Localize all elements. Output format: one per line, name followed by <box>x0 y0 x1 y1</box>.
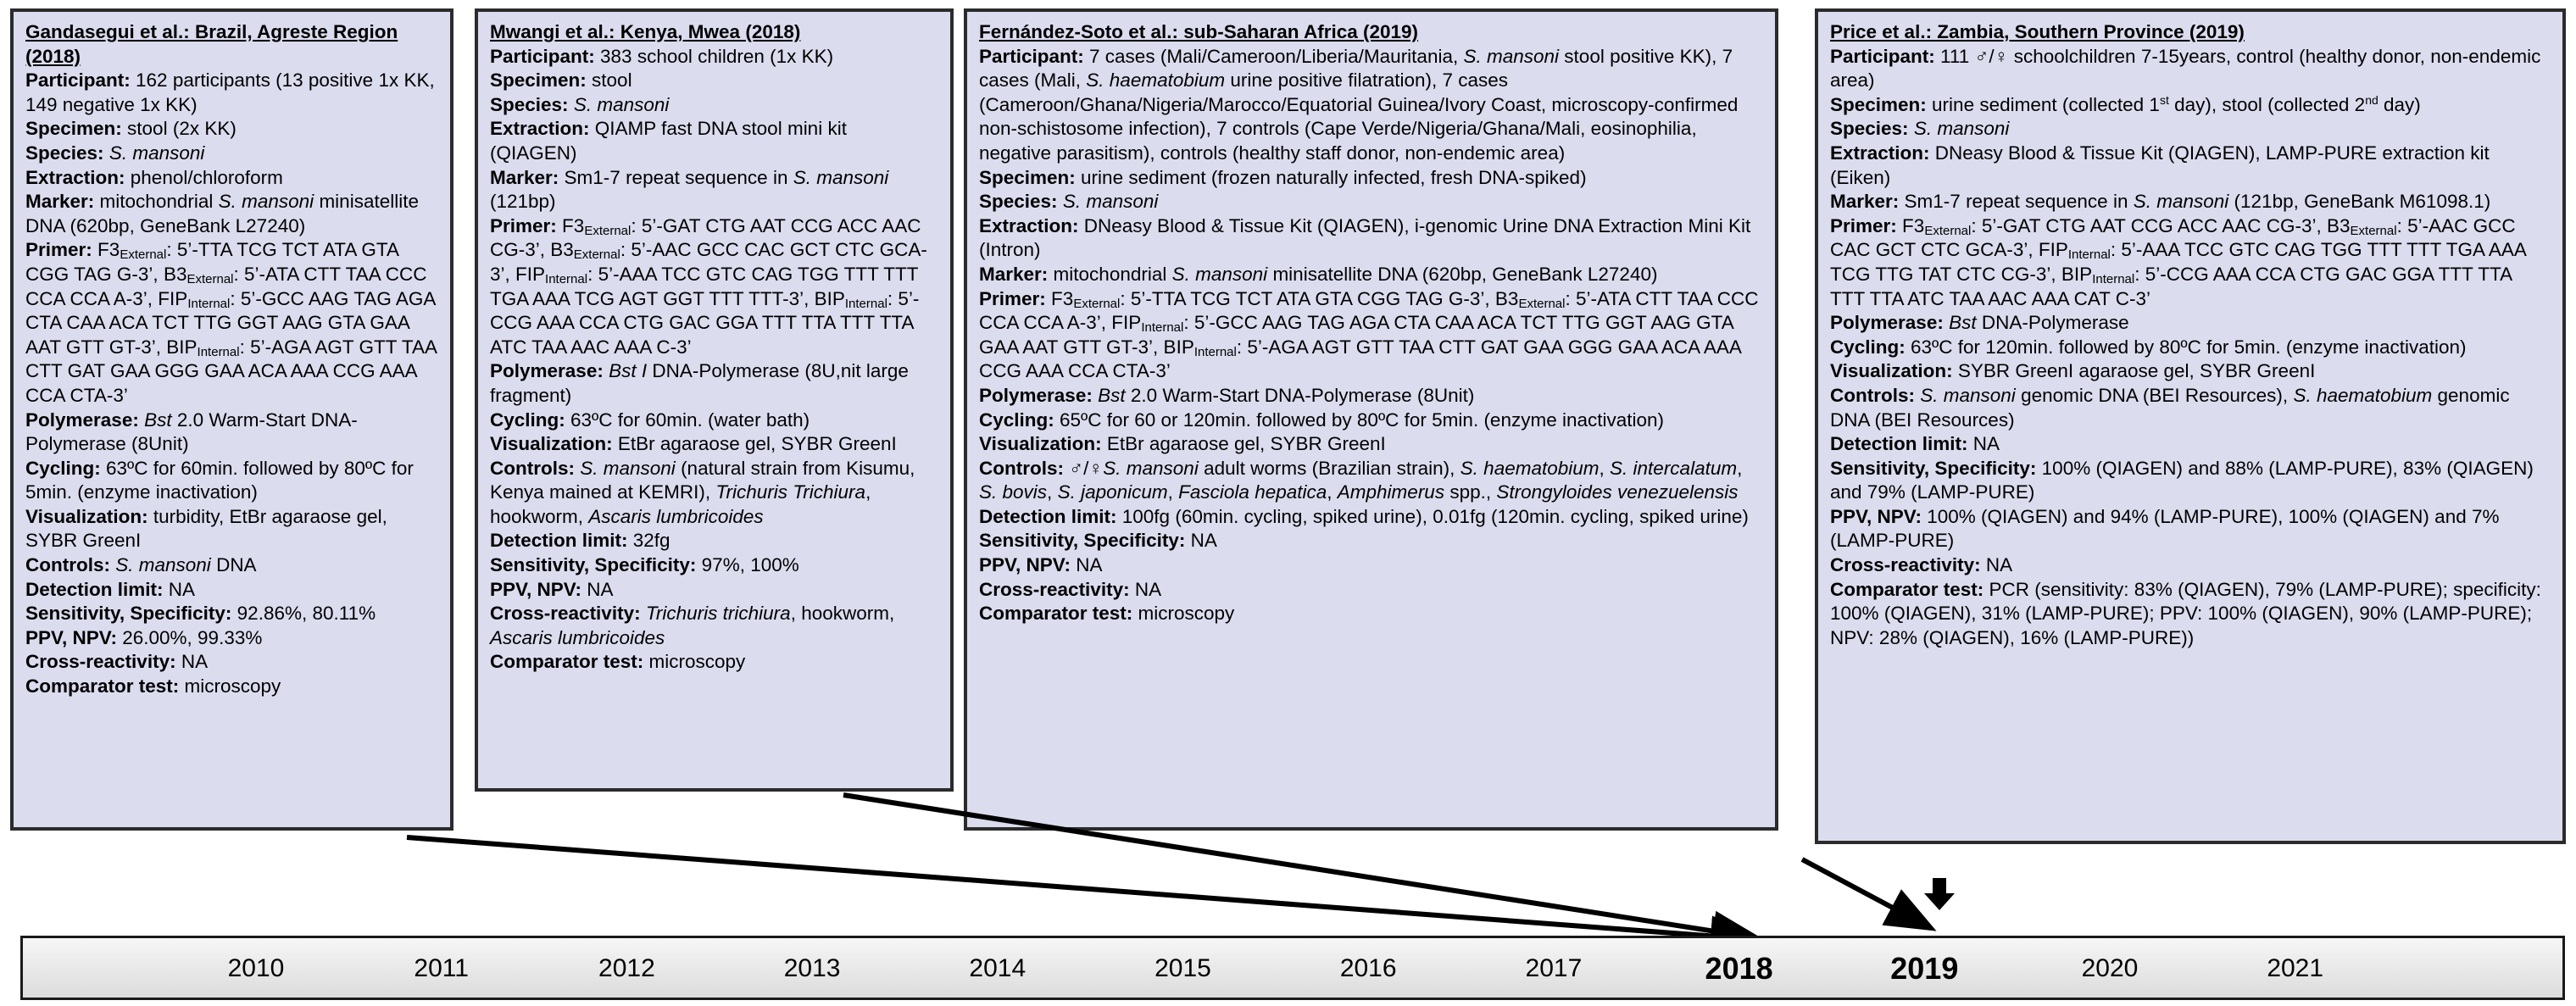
field-value: S. mansoni <box>573 93 670 115</box>
field-value: mitochondrial <box>1053 263 1172 285</box>
timeline-year-2019: 2019 <box>1890 951 1959 986</box>
study-title: Price et al.: Zambia, Southern Province (2019) <box>1830 21 2245 42</box>
field-value: minisatellite DNA (620bp, GeneBank L27240) <box>25 191 419 236</box>
field-value: 100% (QIAGEN) and 88% (LAMP-PURE), 83% (QIAGEN) and 79% (LAMP-PURE) <box>1830 457 2534 503</box>
field-label: Visualization: <box>490 433 618 455</box>
field-label: Extraction: <box>1830 142 1935 164</box>
field-value: 162 participants (13 positive 1x KK, 149 negative 1x KK) <box>25 69 435 115</box>
field-label: Detection limit: <box>979 505 1122 527</box>
field-label: Polymerase: <box>25 409 145 431</box>
field-value: S. mansoni <box>2133 191 2229 213</box>
field-label: Comparator test: <box>25 675 185 698</box>
field-label: Controls: <box>979 457 1070 479</box>
field-value: PCR (sensitivity: 83% (QIAGEN), 79% (LAMP-PURE); specificity: 100% (QIAGEN), 31% (LAMP-PURE); PPV: 100% (QIAGEN), 90% (LAMP-PURE); NPV: 28% (QIAGEN), 16% (LAMP-PURE)) <box>1830 578 2541 648</box>
field-label: Detection limit: <box>1830 433 1973 455</box>
field-value: S. bovis <box>979 481 1048 503</box>
field-label: Specimen: <box>979 166 1082 188</box>
timeline-year-2020: 2020 <box>2081 954 2139 982</box>
field-label: Detection limit: <box>25 578 169 600</box>
field-label: Marker: <box>1830 191 1905 213</box>
field-value: 26.00%, 99.33% <box>122 626 263 648</box>
field-label: Species: <box>25 142 109 164</box>
arrow-price-to-2019 <box>1924 878 1955 910</box>
field-value: Trichuris trichiura <box>645 603 791 625</box>
field-label: Comparator test: <box>1830 578 1989 600</box>
field-label: Participant: <box>25 69 136 92</box>
field-label: Visualization: <box>25 505 153 527</box>
field-value: Internal <box>1141 320 1184 336</box>
field-value: S. mansoni <box>580 457 676 479</box>
field-value: S. mansoni <box>218 191 314 213</box>
study-title: Fernández-Soto et al.: sub-Saharan Africa (2019) <box>979 21 1419 42</box>
field-value: stool (2x KK) <box>127 118 236 140</box>
timeline-year-2017: 2017 <box>1525 954 1583 982</box>
field-value: (121bp, GeneBank M61098.1) <box>2228 191 2491 213</box>
field-value: External <box>1073 296 1121 311</box>
field-value: External <box>1518 296 1566 311</box>
field-value: 63ºC for 60min. (water bath) <box>570 409 810 431</box>
field-label: Cycling: <box>979 409 1060 431</box>
field-value: , <box>1327 481 1338 503</box>
field-value: EtBr agaraose gel, SYBR GreenI <box>1106 433 1386 455</box>
field-label: Sensitivity, Specificity: <box>1830 457 2042 479</box>
field-value: minisatellite DNA (620bp, GeneBank L27240) <box>1267 263 1658 285</box>
field-value: S. intercalatum <box>1610 457 1738 479</box>
field-value: 92.86%, 80.11% <box>236 603 376 625</box>
field-label: Marker: <box>25 191 100 213</box>
field-value: nd <box>2365 92 2378 107</box>
field-label: Extraction: <box>490 118 595 140</box>
field-label: Comparator test: <box>979 603 1138 625</box>
field-value: microscopy <box>184 675 281 698</box>
field-value: EtBr agaraose gel, SYBR GreenI <box>617 433 897 455</box>
field-label: Marker: <box>979 263 1054 285</box>
field-value: : 5’-TTA TCG TCT ATA GTA CGG TAG G-3’, B3 <box>25 239 398 285</box>
field-value: F3 <box>97 239 120 261</box>
field-value: S. mansoni <box>108 142 205 164</box>
field-value: S. mansoni <box>115 554 211 576</box>
field-value: Trichuris Trichiura <box>715 481 866 503</box>
field-label: Species: <box>1830 118 1914 140</box>
field-value: Internal <box>844 296 887 311</box>
field-label: Specimen: <box>1830 93 1933 115</box>
field-value: Bst I <box>609 360 648 382</box>
field-value: : 5’-AAA TCC GTC CAG TGG TTT TTT TGA AAA TCG AGT GGT TTT TTT-3’, BIP <box>490 263 919 309</box>
field-value: QIAMP fast DNA stool mini kit (QIAGEN) <box>490 118 847 164</box>
field-label: PPV, NPV: <box>979 554 1077 576</box>
field-label: Controls: <box>25 554 116 576</box>
study-title: Gandasegui et al.: Brazil, Agreste Region (2018) <box>25 21 398 67</box>
field-value: DNA <box>210 554 257 576</box>
field-value: day) <box>2378 93 2421 115</box>
field-label: Polymerase: <box>1830 312 1950 334</box>
field-value: : 5’-CCG AAA CCA CTG GAC GGA TTT TTA TTT TTA ATC TAA AAC AAA CAT C-3’ <box>1830 263 2512 309</box>
field-label: Extraction: <box>979 214 1084 236</box>
field-label: Sensitivity, Specificity: <box>979 530 1191 552</box>
field-value: NA <box>181 651 209 673</box>
field-value: NA <box>1190 530 1217 552</box>
field-label: PPV, NPV: <box>490 578 587 600</box>
field-value: External <box>1924 223 1972 238</box>
field-value: Ascaris lumbricoides <box>588 505 764 527</box>
field-value: 65ºC for 60 or 120min. followed by 80ºC for 5min. (enzyme inactivation) <box>1060 409 1665 431</box>
field-value: : 5’-GAT CTG AAT CCG ACC AAC CG-3’, B3 <box>490 214 921 261</box>
field-label: Visualization: <box>1830 360 1958 382</box>
timeline-year-2011: 2011 <box>414 954 469 982</box>
field-value: S. mansoni <box>1913 118 2010 140</box>
field-value: 100fg (60min. cycling, spiked urine), 0.01fg (120min. cycling, spiked urine) <box>1121 505 1749 527</box>
field-value: External <box>584 223 631 238</box>
field-value: 63ºC for 120min. followed by 80ºC for 5min. (enzyme inactivation) <box>1911 336 2467 358</box>
timeline-year-2021: 2021 <box>2267 954 2324 982</box>
field-value: Internal <box>545 271 588 286</box>
field-label: Participant: <box>490 45 601 67</box>
field-value: microscopy <box>1138 603 1235 625</box>
field-value: 100% (QIAGEN) and 94% (LAMP-PURE), 100% (QIAGEN) and 7% (LAMP-PURE) <box>1830 505 2500 552</box>
field-value: NA <box>1972 433 2000 455</box>
field-value: : 5’-TTA TCG TCT ATA GTA CGG TAG G-3’, B3 <box>1120 287 1519 309</box>
field-value: Sm1-7 repeat sequence in <box>1904 191 2134 213</box>
field-value: Internal <box>1193 344 1237 359</box>
field-label: Cross-reactivity: <box>979 578 1135 600</box>
field-value: : 5’-GCC AAG TAG AGA CTA CAA ACA TCT TTG GGT AAG GTA GAA AAT GTT GT-3’, BIP <box>25 287 436 358</box>
field-value: External <box>573 247 620 263</box>
field-value: DNA-Polymerase <box>1976 312 2129 334</box>
timeline-year-2016: 2016 <box>1339 954 1397 982</box>
field-value: Bst <box>1098 384 1126 406</box>
field-label: Comparator test: <box>490 651 649 673</box>
field-value: : 5’-CCG AAA CCA CTG GAC GGA TTT TTA TTT TTA ATC TAA AAC AAA C-3’ <box>490 287 920 358</box>
field-label: PPV, NPV: <box>1830 505 1928 527</box>
timeline-year-2012: 2012 <box>598 954 655 982</box>
field-value: , hookworm, <box>790 603 895 625</box>
field-value: Fasciola hepatica <box>1178 481 1327 503</box>
field-value: spp., <box>1444 481 1497 503</box>
field-value: ♂/♀ <box>1069 457 1104 479</box>
field-label: Visualization: <box>979 433 1107 455</box>
field-value: st <box>2159 92 2169 107</box>
field-label: Extraction: <box>25 166 131 188</box>
field-label: Species: <box>979 191 1063 213</box>
field-value: Ascaris lumbricoides <box>490 626 665 648</box>
field-value: , <box>1167 481 1179 503</box>
field-value: 383 school children (1x KK) <box>600 45 834 67</box>
field-value: (natural strain from Kisumu, Kenya mained at KEMRI), <box>490 457 915 503</box>
field-value: , <box>1047 481 1058 503</box>
arrow-fernandez-to-2019 <box>1802 859 1928 926</box>
field-value: DNA-Polymerase (8U,nit large fragment) <box>490 360 909 406</box>
field-label: Controls: <box>490 457 581 479</box>
field-value: F3 <box>1902 214 1925 236</box>
field-value: microscopy <box>648 651 746 673</box>
field-value: turbidity, EtBr agaraose gel, SYBR GreenI <box>25 505 387 552</box>
field-value: urine positive filatration), 7 cases (Cameroon/Ghana/Nigeria/Marocco/Equatorial Guinea/Ivory Coast, microscopy-confirmed non-schistosome infection), 7 controls (Cape Verde/Nigeria/Ghana/Mali, eosinophilia, negative parasitism), controls (healthy staff donor, non-endemic area) <box>979 69 1739 164</box>
field-label: Primer: <box>490 214 563 236</box>
timeline-year-2015: 2015 <box>1154 954 1211 982</box>
field-value: urine sediment (frozen naturally infected, fresh DNA-spiked) <box>1081 166 1587 188</box>
field-label: Cross-reactivity: <box>1830 554 1986 576</box>
field-value: 2.0 Warm-Start DNA-Polymerase (8Unit) <box>25 409 358 455</box>
field-value: S. haematobium <box>1086 69 1226 92</box>
field-value: Bst <box>144 409 172 431</box>
field-value: : 5’-ATA CTT TAA CCC CCA CCA A-3’, FIP <box>979 287 1759 334</box>
field-value: DNeasy Blood & Tissue Kit (QIAGEN), LAMP-PURE extraction kit (Eiken) <box>1830 142 2490 188</box>
field-label: Participant: <box>1830 45 1941 67</box>
field-value: 2.0 Warm-Start DNA-Polymerase (8Unit) <box>1125 384 1475 406</box>
field-value: stool positive KK), 7 cases (Mali, <box>979 45 1733 92</box>
field-value: S. mansoni <box>1171 263 1268 285</box>
field-value: : 5’-AAA TCC GTC CAG TGG TTT TTT TGA AAA TCG TTG TAT CTC CG-3’, BIP <box>1830 239 2526 285</box>
field-value: Internal <box>2067 247 2111 263</box>
field-value: External <box>120 247 167 263</box>
timeline-bar <box>20 936 2565 1000</box>
field-value: 111 ♂/♀ schoolchildren 7-15years, control (healthy donor, non-endemic area) <box>1830 45 2541 92</box>
field-value: Internal <box>197 344 240 359</box>
field-value: S. japonicum <box>1057 481 1168 503</box>
field-value: NA <box>1985 554 2013 576</box>
field-value: DNeasy Blood & Tissue Kit (QIAGEN), i-genomic Urine DNA Extraction Mini Kit (Intron) <box>979 214 1751 261</box>
field-value: adult worms (Brazilian strain), <box>1198 457 1460 479</box>
field-label: Cross-reactivity: <box>25 651 181 673</box>
timeline-year-2010: 2010 <box>227 954 285 982</box>
field-label: Marker: <box>490 166 565 188</box>
field-value: : 5’-GAT CTG AAT CCG ACC AAC CG-3’, B3 <box>1971 214 2351 236</box>
field-label: Controls: <box>1830 384 1921 406</box>
field-label: Sensitivity, Specificity: <box>490 554 702 576</box>
field-label: Species: <box>490 93 574 115</box>
field-value: S. mansoni <box>793 166 889 188</box>
field-value: : 5’-AGA AGT GTT TAA CTT GAT GAA GGG GAA ACA AAA CCG AAA CCA CTA-3’ <box>979 336 1741 382</box>
field-value: 7 cases (Mali/Cameroon/Liberia/Mauritania, <box>1089 45 1464 67</box>
field-label: Cycling: <box>1830 336 1911 358</box>
field-label: Primer: <box>979 287 1052 309</box>
field-value: Internal <box>187 296 231 311</box>
field-label: Cycling: <box>25 457 107 479</box>
field-label: Cross-reactivity: <box>490 603 646 625</box>
field-label: Primer: <box>1830 214 1903 236</box>
timeline-year-2013: 2013 <box>783 954 841 982</box>
field-label: Specimen: <box>25 118 128 140</box>
field-value: : 5’-GCC AAG TAG AGA CTA CAA ACA TCT TTG GGT AAG GTA GAA AAT GTT GT-3’, BIP <box>979 312 1733 358</box>
arrow-mwangi-to-2018 <box>843 795 1753 937</box>
field-value: S. mansoni <box>1920 384 2016 406</box>
field-value: phenol/chloroform <box>130 166 283 188</box>
field-value: Sm1-7 repeat sequence in <box>564 166 793 188</box>
field-value: , <box>1599 457 1611 479</box>
field-value: day), stool (collected 2 <box>2168 93 2366 115</box>
field-value: (121bp) <box>490 191 556 213</box>
timeline-year-2018: 2018 <box>1705 951 1773 986</box>
field-value: SYBR GreenI agaraose gel, SYBR GreenI <box>1957 360 2316 382</box>
field-value: NA <box>1076 554 1103 576</box>
field-value: mitochondrial <box>99 191 219 213</box>
field-value: External <box>2350 223 2397 238</box>
field-label: Primer: <box>25 239 98 261</box>
field-value: genomic DNA (BEI Resources), <box>2015 384 2294 406</box>
field-label: Participant: <box>979 45 1090 67</box>
field-value: urine sediment (collected 1 <box>1932 93 2160 115</box>
field-value: Bst <box>1949 312 1977 334</box>
field-value: S. haematobium <box>2293 384 2433 406</box>
field-value: Strongyloides venezuelensis <box>1496 481 1739 503</box>
field-value: , hookworm, <box>490 481 871 527</box>
field-value: NA <box>1134 578 1162 600</box>
study-title: Mwangi et al.: Kenya, Mwea (2018) <box>490 21 801 42</box>
field-value: NA <box>168 578 196 600</box>
field-value: 32fg <box>632 530 670 552</box>
timeline-year-2014: 2014 <box>969 954 1027 982</box>
field-value: NA <box>587 578 614 600</box>
field-label: Cycling: <box>490 409 571 431</box>
field-value: : 5’-AGA AGT GTT TAA CTT GAT GAA GGG GAA ACA AAA CCG AAA CCA CTA-3’ <box>25 336 437 406</box>
field-value: F3 <box>1051 287 1074 309</box>
field-value: : 5’-AAC GCC CAC GCT CTC GCA-3’, FIP <box>490 239 927 285</box>
field-value: S. mansoni <box>1103 457 1199 479</box>
field-value: External <box>186 271 234 286</box>
field-value: S. haematobium <box>1460 457 1600 479</box>
arrow-gandasegui-to-2018 <box>407 837 1751 939</box>
field-value: : 5’-AAC GCC CAC GCT CTC GCA-3’, FIP <box>1830 214 2516 261</box>
field-value: S. mansoni <box>1463 45 1560 67</box>
field-value: stool <box>592 69 632 92</box>
field-label: PPV, NPV: <box>25 626 123 648</box>
field-value: genomic DNA (BEI Resources) <box>1830 384 2510 431</box>
field-value: S. mansoni <box>1062 191 1159 213</box>
field-label: Specimen: <box>490 69 593 92</box>
field-value: F3 <box>562 214 585 236</box>
field-label: Detection limit: <box>490 530 633 552</box>
field-value: Amphimerus <box>1337 481 1445 503</box>
field-value: : 5’-ATA CTT TAA CCC CCA CCA A-3’, FIP <box>25 263 427 309</box>
field-label: Sensitivity, Specificity: <box>25 603 237 625</box>
field-label: Polymerase: <box>979 384 1099 406</box>
field-value: , <box>1737 457 1743 479</box>
field-label: Polymerase: <box>490 360 609 382</box>
field-value: Internal <box>2092 271 2135 286</box>
field-value: 97%, 100% <box>701 554 799 576</box>
field-value: 63ºC for 60min. followed by 80ºC for 5min. (enzyme inactivation) <box>25 457 414 503</box>
